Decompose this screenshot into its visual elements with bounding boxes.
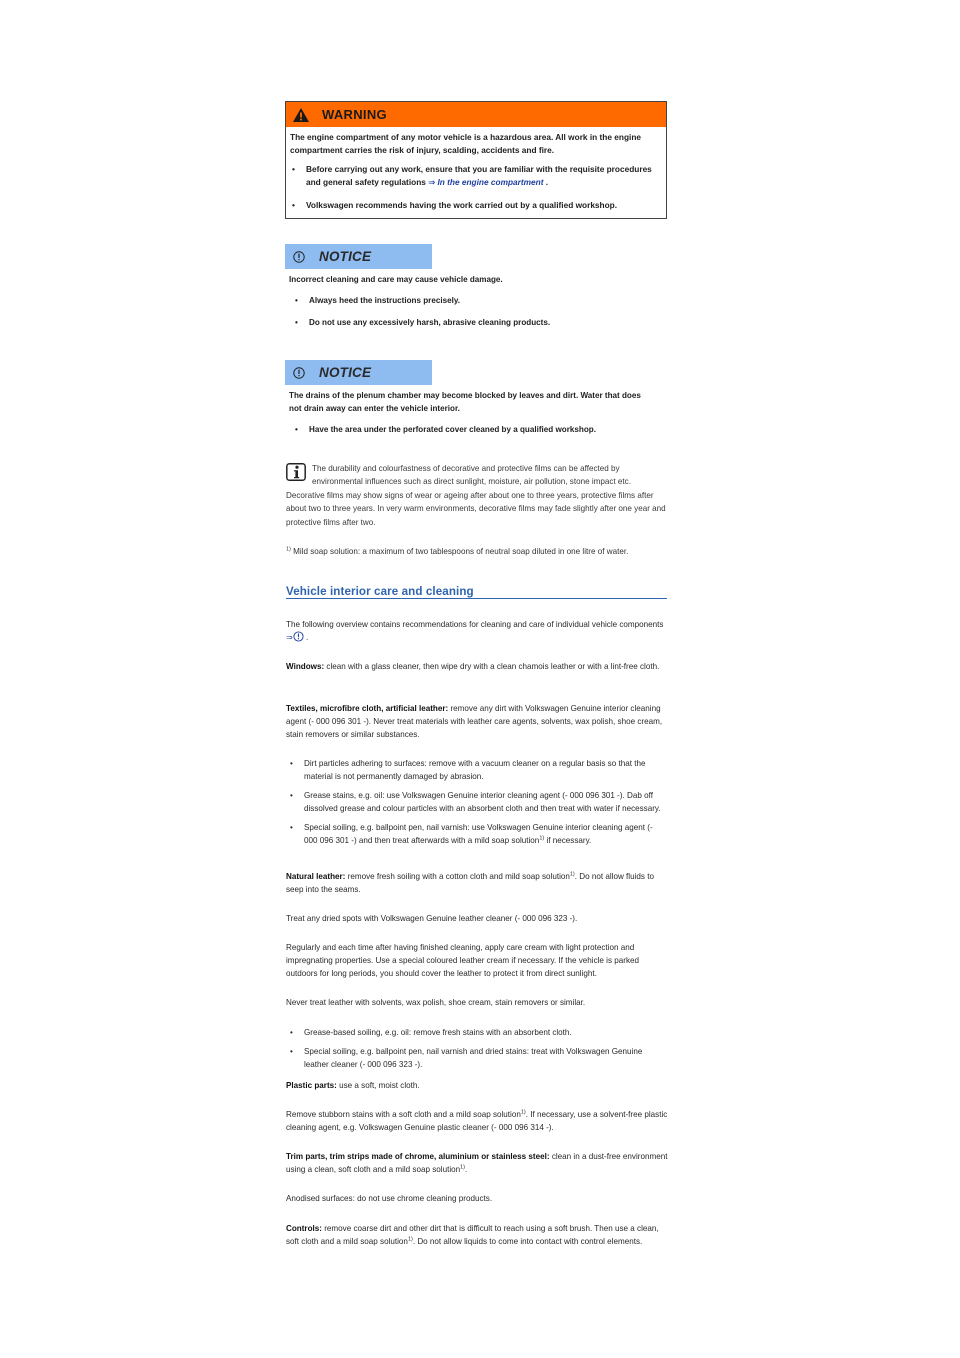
list-item: • Grease-based soiling, e.g. oil: remove fresh stains with an absorbent cloth. [290,1028,572,1037]
warning-bullet-text: Volkswagen recommends having the work carried out by a qualified workshop. [306,200,618,210]
info-note [286,462,666,529]
notice-exclamation-icon [293,367,305,379]
warning-bullet: • Volkswagen recommends having the work carried out by a qualified workshop. [290,199,661,212]
warning-header [286,102,666,127]
warning-body [286,127,666,218]
footnote-text: Mild soap solution: a maximum of two tablespoons of neutral soap diluted in one litre of water. [290,547,629,556]
engine-compartment-link[interactable]: ⇒ In the engine compartment [428,177,544,187]
footnote-mark: 1) [286,546,291,553]
notice-intro: The drains of the plenum chamber may become blocked by leaves and dirt. Water that does not drain away can enter the vehicle interior. [289,391,641,413]
leather-paragraph: Natural leather: remove fresh soiling with a cotton cloth and mild soap solution$^{1)}$. Do not allow fluids to seep into the seams. [286,871,654,894]
leather-dried-paragraph: Treat any dried spots with Volkswagen Genuine leather cleaner (- 000 096 323 -). [286,914,578,923]
warning-title: WARNING [322,107,387,122]
notice-bullet-text: Have the area under the perforated cover cleaned by a qualified workshop. [309,425,596,434]
textiles-list [286,757,668,853]
plastic-stubborn-paragraph: Remove stubborn stains with a soft cloth and a mild soap solution$^{1)}$. If necessary, use a solvent-free plastic cleaning agent, e.g. Volkswagen Genuine plastic cleaner (- 000 096 314 -). [286,1109,668,1132]
trim-paragraph: Trim parts, trim strips made of chrome, aluminium or stainless steel: clean in a dust-free environment using a clean, soft cloth and a mild soap solution$^{1)}$. [286,1152,668,1174]
anodised-paragraph: Anodised surfaces: do not use chrome cleaning products. [286,1194,493,1203]
notice-bullet: • Have the area under the perforated cover cleaned by a qualified workshop. [289,423,651,436]
notice-body [289,273,667,329]
notice-intro: Incorrect cleaning and care may cause vehicle damage. [289,275,503,284]
section-title: Vehicle interior care and cleaning [286,585,667,599]
footnote [286,547,666,556]
leather-never-paragraph: Never treat leather with solvents, wax polish, shoe cream, stain removers or similar. [286,998,586,1007]
notice-title: NOTICE [319,365,372,380]
plastic-paragraph: Plastic parts: use a soft, moist cloth. [286,1081,420,1090]
textiles-paragraph: Textiles, microfibre cloth, artificial leather: remove any dirt with Volkswagen Genuine interior cleaning agent (- 000 096 301 -). Never treat materials with leather care agents, solvents, wax polish, shoe cream, stain removers or similar substances. [286,704,663,739]
info-icon [286,463,306,481]
list-item: • Dirt particles adhering to surfaces: remove with a vacuum cleaner on a regular basis so that the material is not permanently damaged by abrasion. [290,759,646,781]
windows-paragraph: Windows: clean with a glass cleaner, then wipe dry with a clean chamois leather or with a lint-free cloth. [286,662,660,671]
list-item: • Special soiling, e.g. ballpoint pen, nail varnish: use Volkswagen Genuine interior cleaning agent (- 000 096 301 -) and then treat afterwards with a mild soap solution$^{1)}$ if necessary. [290,823,653,845]
warning-bullet: • Before carrying out any work, ensure that you are familiar with the requisite procedures and general safety regulations ⇒ In the engine compartment . [292,164,652,187]
list-item: • Grease stains, e.g. oil: use Volkswagen Genuine interior cleaning agent (- 000 096 301 -). Dab off dissolved grease and colour particles with an absorbent cloth and then treat with water if necessary. [290,791,661,813]
leather-regular-paragraph: Regularly and each time after having finished cleaning, apply care cream with light protection and impregnating properties. Use a special coloured leather cream if necessary. If the vehicle is parked outdoors for long periods, you should cover the leather to protect it from direct sunlight. [286,943,640,978]
notice-exclamation-icon [293,251,305,263]
list-item: • Special soiling, e.g. ballpoint pen, nail varnish and dried stains: treat with Volkswagen Genuine leather cleaner (- 000 096 323 -). [290,1047,643,1069]
warning-bullet-text: Before carrying out any work, ensure that you are familiar with the requisite procedures and general safety regulations [306,164,652,187]
notice-bullet-text: Do not use any excessively harsh, abrasive cleaning products. [309,318,551,327]
notice-bullet-text: Always heed the instructions precisely. [309,296,460,305]
warning-triangle-icon [292,107,310,123]
notice-bullet: • Always heed the instructions precisely. [289,294,667,307]
notice-header [285,360,432,385]
warning-box [285,101,667,219]
controls-paragraph: Controls: remove coarse dirt and other dirt that is difficult to reach using a soft brush. Then use a clean, soft cloth and a mild soap solution$^{1)}$. Do not allow liquids to come into contact with control elements. [286,1224,659,1246]
notice-title: NOTICE [319,249,372,264]
info-text: The durability and colourfastness of decorative and protective films can be affected by environmental influences such as direct sunlight, moisture, air pollution, stone impact etc. Decorative films may show signs of wear or ageing after about one to three years, protective films after about two to three years. In very warm environments, decorative films may fade slightly after one year and protective films after two. [286,464,666,527]
warning-bullet-after: . [543,177,549,187]
notice-reference-icon[interactable]: ⇒ [286,631,304,644]
notice-body [289,389,651,436]
notice-bullet: • Do not use any excessively harsh, abrasive cleaning products. [289,316,667,329]
overview-paragraph: The following overview contains recommendations for cleaning and care of individual vehicle components ⇒ . [286,620,664,643]
notice-header [285,244,432,269]
leather-list [286,1026,668,1077]
warning-intro: The engine compartment of any motor vehicle is a hazardous area. All work in the engine compartment carries the risk of injury, scalding, accidents and fire. [290,132,642,155]
